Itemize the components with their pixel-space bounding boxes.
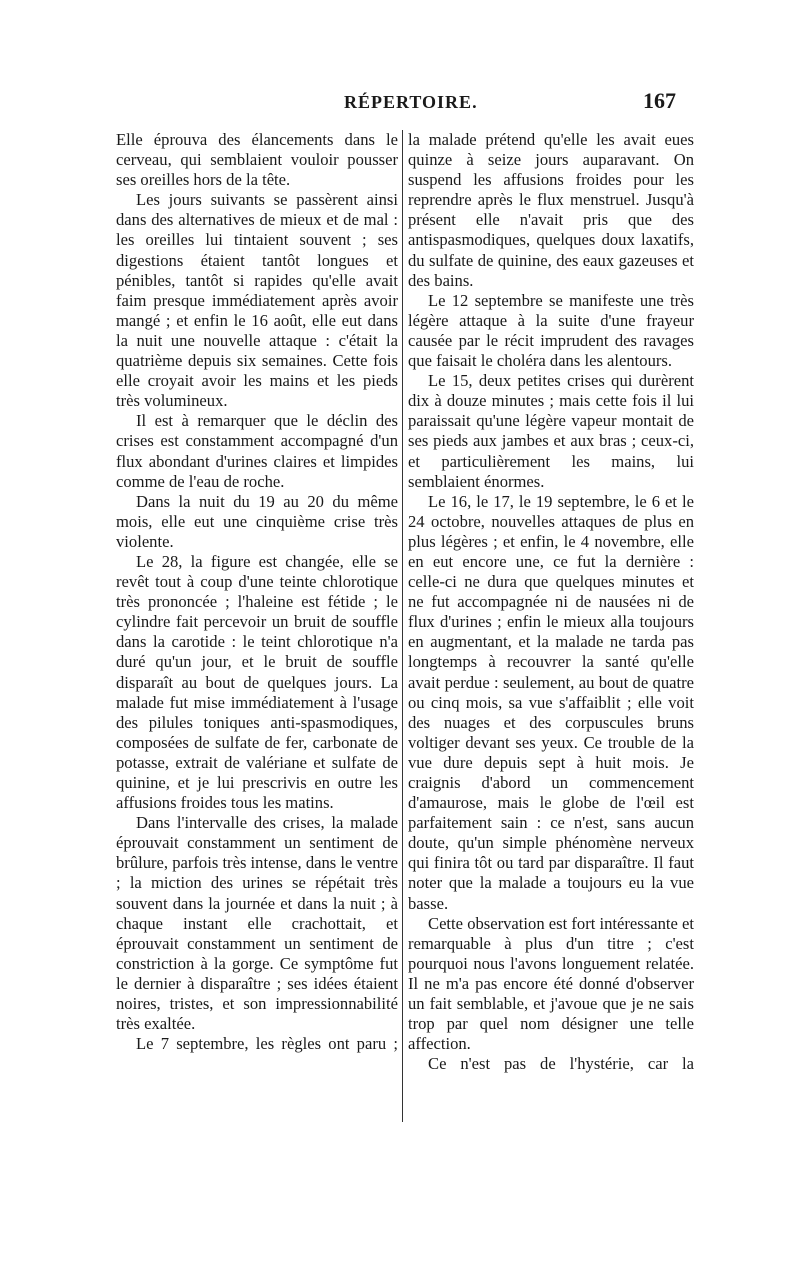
page-number: 167	[643, 88, 676, 113]
running-title: RÉPERTOIRE.	[344, 92, 478, 112]
paragraph: Le 16, le 17, le 19 septembre, le 6 et le 24 octobre, nouvelles attaques de plus en plus légères ; et enfin, le 4 novembre, elle en eut encore une, ce fut la dernière : celle-ci ne dura que quelques minutes et ne fut accompagnée ni de nausées ni de flux d'urines ; enfin le mieux alla toujours en augmentant, et la malade ne tarda pas longtemps à recouvrer la santé qu'elle avait perdue : seulement, au bout de quatre ou cinq mois, sa vue s'affaiblit ; elle voit des nuages et des corpuscules bruns voltiger devant ses yeux. Ce trouble de la vue dure depuis sept à huit mois. Je craignis d'abord un commencement d'amaurose, mais le globe de l'œil est parfaitement sain : ce n'est, sans aucun doute, qu'un simple phénomène nerveux qui finira tôt ou tard par disparaître. Il faut noter que la malade a toujours eu la vue basse.	[408, 491, 694, 913]
paragraph: Ce n'est pas de l'hystérie, car la	[428, 1054, 694, 1074]
page-header	[116, 88, 676, 122]
paragraph: Cette observation est fort intéressante et remarquable à plus d'un titre ; c'est pourquoi nous l'avons longuement relatée. Il ne m'a pas encore été donné d'observer un fait semblable, et j'avoue que je ne sais trop par quel nom désigner une telle affection.	[408, 913, 694, 1054]
paragraph: Elle éprouva des élancements dans le cerveau, qui semblaient vouloir pousser ses oreilles hors de la tête.	[116, 130, 398, 190]
paragraph: Le 7 septembre, les règles ont paru ;	[136, 1034, 398, 1054]
left-column	[116, 130, 398, 1054]
right-column	[408, 130, 694, 1074]
paragraph: Dans l'intervalle des crises, la malade éprouvait constamment un sentiment de brûlure, parfois très intense, dans le ventre ; la miction des urines se répétait très souvent dans la journée et dans la nuit ; à chaque instant elle crachottait, et éprouvait constamment un sentiment de constriction à la gorge. Ce symptôme fut le dernier à disparaître ; ses idées étaient noires, tristes, et son impressionnabilité très exaltée.	[116, 813, 398, 1034]
paragraph: Le 28, la figure est changée, elle se revêt tout à coup d'une teinte chlorotique très prononcée ; l'haleine est fétide ; le cylindre fait percevoir un bruit de souffle dans la carotide : le teint chlorotique n'a duré qu'un jour, et le bruit de souffle disparaît au bout de quelques jours. La malade fut mise immédiatement à l'usage des pilules toniques anti-spasmodiques, composées de sulfate de fer, carbonate de potasse, extrait de valériane et sulfate de quinine, et je lui prescrivis en outre les affusions froides tous les matins.	[116, 551, 398, 813]
paragraph: Les jours suivants se passèrent ainsi dans des alternatives de mieux et de mal : les oreilles lui tintaient souvent ; ses digestions étaient tantôt longues et pénibles, tantôt si rapides qu'elle avait faim presque immédiatement après avoir mangé ; et enfin le 16 août, elle eut dans la nuit une nouvelle attaque : c'était la quatrième depuis six semaines. Cette fois elle croyait avoir les mains et les pieds très volumineux.	[116, 190, 398, 411]
paragraph: Le 12 septembre se manifeste une très légère attaque à la suite d'une frayeur causée par le récit imprudent des ravages que faisait le choléra dans les alentours.	[408, 290, 694, 371]
paragraph: la malade prétend qu'elle les avait eues quinze à seize jours auparavant. On suspend les affusions froides pour les reprendre après le flux menstruel. Jusqu'à présent elle n'avait pris que des antispasmodiques, quelques doux laxatifs, du sulfate de quinine, des eaux gazeuses et des bains.	[408, 130, 694, 290]
paragraph: Dans la nuit du 19 au 20 du même mois, elle eut une cinquième crise très violente.	[116, 491, 398, 551]
paragraph: Le 15, deux petites crises qui durèrent dix à douze minutes ; mais cette fois il lui paraissait qu'une légère vapeur montait de ses pieds aux jambes et aux bras ; ceux-ci, et particulièrement les mains, lui semblaient énormes.	[408, 371, 694, 491]
column-divider	[402, 130, 403, 1122]
paragraph: Il est à remarquer que le déclin des crises est constamment accompagné d'un flux abondant d'urines claires et limpides comme de l'eau de roche.	[116, 411, 398, 491]
